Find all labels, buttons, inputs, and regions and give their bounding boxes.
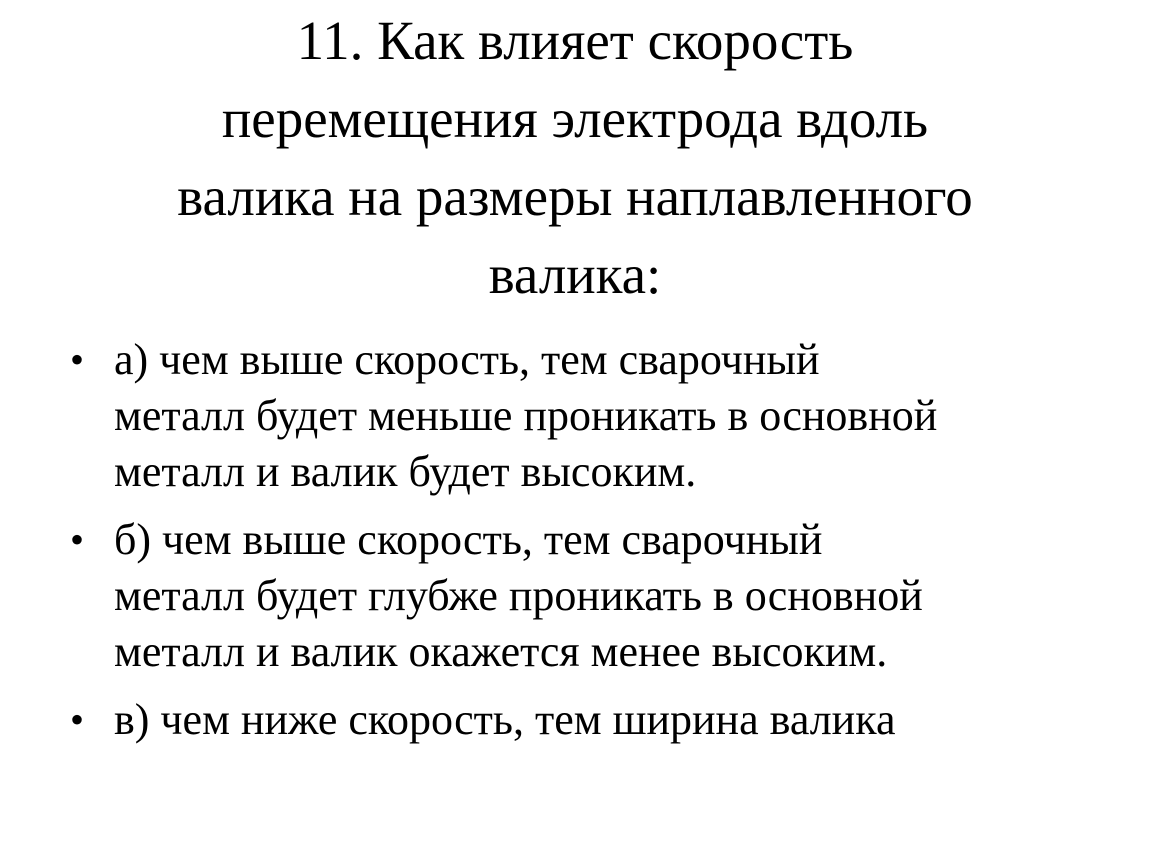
option-line: металл и валик будет высоким. [114, 447, 697, 496]
bullet-icon: • [70, 517, 85, 562]
title-line: 11. Как влияет скорость [296, 10, 854, 71]
bullet-icon: • [70, 337, 85, 382]
option-line: металл будет глубже проникать в основной [114, 571, 923, 620]
answer-option-v [60, 692, 1130, 748]
title-line: перемещения электрода вдоль [221, 88, 929, 149]
answer-option-a [60, 332, 1130, 500]
answer-options-list [60, 332, 1130, 760]
slide-title [60, 2, 1090, 314]
title-line: валика на размеры наплавленного [177, 166, 973, 227]
option-line: металл и валик окажется менее высоким. [114, 627, 888, 676]
option-line: а) чем выше скорость, тем сварочный [114, 335, 820, 384]
title-line: валика: [488, 244, 662, 305]
bullet-icon: • [70, 697, 85, 742]
answer-option-b [60, 512, 1130, 680]
option-line: б) чем выше скорость, тем сварочный [114, 515, 823, 564]
option-line: металл будет меньше проникать в основной [114, 391, 938, 440]
option-line: в) чем ниже скорость, тем ширина валика [114, 695, 896, 744]
